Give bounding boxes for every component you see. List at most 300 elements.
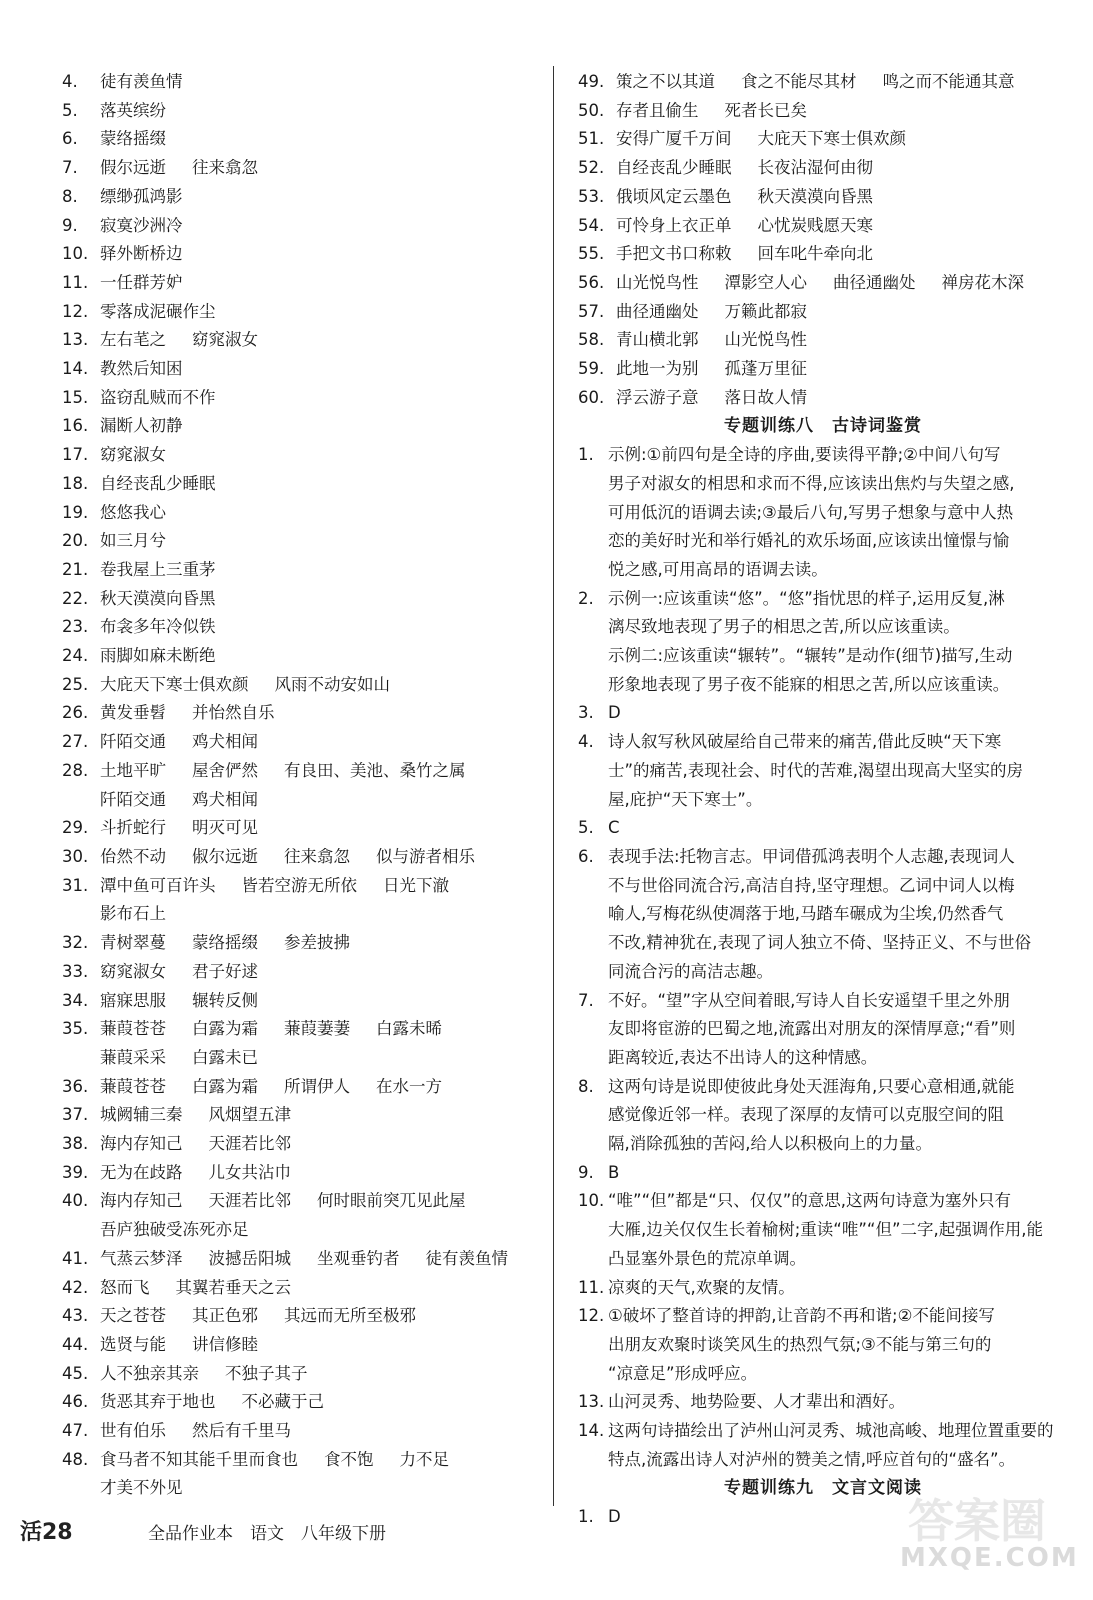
item-number: 33. <box>62 961 89 981</box>
answer-phrase: 俶尔远逝 <box>192 846 258 866</box>
column-divider <box>553 66 554 1506</box>
item-number: 50. <box>578 100 605 120</box>
answer-phrase: 食之不能尽其材 <box>741 72 857 91</box>
answer-phrase: 海内存知己 <box>100 1134 183 1154</box>
item-number: 24. <box>62 646 89 666</box>
item-number: 57. <box>578 301 605 321</box>
answer-phrase: 存者且偷生 <box>616 100 699 120</box>
answer-phrase: 蒹葭萋萋 <box>284 1019 350 1039</box>
answer-line <box>62 1417 542 1446</box>
answer-phrase: 徒有羡鱼情 <box>100 72 183 91</box>
answer-phrase: 零落成泥碾作尘 <box>100 301 216 321</box>
answer-phrase: 风烟望五津 <box>208 1105 291 1125</box>
answer-line <box>578 68 1068 97</box>
answer-line <box>62 298 542 327</box>
item-number: 30. <box>62 846 89 866</box>
answer-phrase: 假尔远逝 <box>100 158 166 178</box>
answer-phrase: 悠悠我心 <box>100 502 166 522</box>
answer-line <box>62 671 542 700</box>
answer-line <box>62 97 542 126</box>
item-number: 1. <box>578 445 594 465</box>
answer-line <box>62 814 542 843</box>
item-number: 42. <box>62 1277 89 1297</box>
answer-phrase: 皆若空游无所依 <box>241 875 357 895</box>
answer-phrase: 所谓伊人 <box>284 1076 350 1096</box>
item-number: 28. <box>62 760 89 780</box>
answer-line <box>578 269 1068 298</box>
answer-phrase: 明灭可见 <box>192 818 258 838</box>
item-number: 10. <box>62 244 89 264</box>
answer-text-line: 漓尽致地表现了男子的相思之苦,所以应该重读。 <box>608 617 960 637</box>
answer-line <box>578 384 1068 413</box>
answer-line <box>62 642 542 671</box>
answer-phrase: 气蒸云梦泽 <box>100 1248 183 1268</box>
answer-line <box>62 68 542 97</box>
answer-item <box>578 1274 1068 1303</box>
answer-phrase: 往来翕忽 <box>192 158 258 178</box>
item-number: 18. <box>62 473 89 493</box>
answer-phrase: 城阙辅三秦 <box>100 1105 183 1125</box>
answer-phrase: 万籁此都寂 <box>724 301 807 321</box>
answer-phrase: 秋天漠漠向昏黑 <box>757 186 873 206</box>
item-number: 21. <box>62 559 89 579</box>
answer-phrase: 食马者不知其能千里而食也 <box>100 1449 298 1469</box>
answer-phrase: 阡陌交通 <box>100 789 166 809</box>
item-number: 49. <box>578 72 605 91</box>
answer-phrase: 辗转反侧 <box>192 990 258 1010</box>
item-number: 8. <box>578 1076 594 1096</box>
answer-text-line: 凉爽的天气,欢聚的友情。 <box>608 1277 795 1297</box>
answer-text-line: 示例一:应该重读“悠”。“悠”指忧思的样子,运用反复,淋 <box>608 588 1005 608</box>
answer-text-line: 可用低沉的语调去读;③最后八句,写男子想象与意中人热 <box>608 502 1014 522</box>
item-number: 40. <box>62 1191 89 1211</box>
answer-phrase: 落英缤纷 <box>100 100 166 120</box>
answer-phrase: 有良田、美池、桑竹之属 <box>284 760 466 780</box>
item-number: 7. <box>62 158 78 178</box>
answer-phrase: 曲径通幽处 <box>616 301 699 321</box>
answer-phrase: 佁然不动 <box>100 846 166 866</box>
item-number: 25. <box>62 674 89 694</box>
item-number: 10. <box>578 1191 605 1211</box>
item-number: 41. <box>62 1248 89 1268</box>
item-number: 55. <box>578 244 605 264</box>
answer-line <box>62 900 542 929</box>
item-number: 16. <box>62 416 89 436</box>
item-number: 60. <box>578 387 605 407</box>
item-number: 14. <box>578 1421 605 1441</box>
answer-phrase: 漏断人初静 <box>100 416 183 436</box>
answer-phrase: 山光悦鸟性 <box>724 330 807 350</box>
item-number: 34. <box>62 990 89 1010</box>
answer-text-line: 屋,庇护“天下寒士”。 <box>608 789 763 809</box>
answer-phrase: 阡陌交通 <box>100 732 166 752</box>
answer-line <box>578 183 1068 212</box>
answer-phrase: 白露为霜 <box>192 1019 258 1039</box>
answer-line <box>62 843 542 872</box>
answer-text-line: 形象地表现了男子夜不能寐的相思之苦,所以应该重读。 <box>608 674 1010 694</box>
item-number: 32. <box>62 933 89 953</box>
answer-phrase: 往来翕忽 <box>284 846 350 866</box>
answer-text-line: B <box>608 1162 620 1182</box>
item-number: 6. <box>578 846 594 866</box>
answer-text-line: 示例二:应该重读“辗转”。“辗转”是动作(细节)描写,生动 <box>608 646 1013 666</box>
answer-line <box>62 556 542 585</box>
answer-phrase: 卷我屋上三重茅 <box>100 559 216 579</box>
answer-line <box>62 987 542 1016</box>
answer-phrase: 白露未已 <box>192 1047 258 1067</box>
answer-phrase: 食不饱 <box>324 1449 374 1469</box>
item-number: 35. <box>62 1019 89 1039</box>
answer-phrase: 君子好逑 <box>192 961 258 981</box>
answer-line <box>62 269 542 298</box>
item-number: 43. <box>62 1306 89 1326</box>
item-number: 52. <box>578 158 605 178</box>
page-number: 活28 <box>20 1520 73 1545</box>
answer-text-line: 大雁,边关仅仅生长着榆树;重读“唯”“但”二字,起强调作用,能 <box>608 1220 1043 1240</box>
answer-phrase: 蒙络摇缀 <box>100 129 166 149</box>
answer-phrase: 大庇天下寒士俱欢颜 <box>757 129 906 149</box>
item-number: 12. <box>578 1306 605 1326</box>
answer-line <box>578 355 1068 384</box>
item-number: 47. <box>62 1421 89 1441</box>
answer-item <box>578 1417 1068 1474</box>
answer-phrase: 坐观垂钓者 <box>317 1248 400 1268</box>
answer-line <box>62 1044 542 1073</box>
answer-phrase: 无为在歧路 <box>100 1162 183 1182</box>
answer-phrase: 寂寞沙洲冷 <box>100 215 183 235</box>
answer-text-line: 士”的痛苦,表现社会、时代的苦难,渴望出现高大坚实的房 <box>608 760 1024 780</box>
answer-text-line: 距离较近,表达不出诗人的这种情感。 <box>608 1047 878 1067</box>
item-number: 4. <box>578 732 594 752</box>
answer-item <box>578 1388 1068 1417</box>
answer-text-line: 不与世俗同流合污,高洁自持,坚守理想。乙词中词人以梅 <box>608 875 1015 895</box>
item-number: 8. <box>62 186 78 206</box>
item-number: 56. <box>578 272 605 292</box>
answer-line <box>62 786 542 815</box>
answer-phrase: 黄发垂髫 <box>100 703 166 723</box>
answer-text-line: 出朋友欢聚时谈笑风生的热烈气氛;③不能与第三句的 <box>608 1334 992 1354</box>
item-number: 26. <box>62 703 89 723</box>
answer-line <box>578 154 1068 183</box>
watermark-logo: 答案圈 <box>908 1494 1046 1548</box>
answer-phrase: 风雨不动安如山 <box>274 674 390 694</box>
answer-phrase: 一任群芳妒 <box>100 272 183 292</box>
answer-phrase: 青树翠蔓 <box>100 933 166 953</box>
answer-phrase: 手把文书口称敕 <box>616 244 732 264</box>
answer-phrase: 布衾多年冷似铁 <box>100 617 216 637</box>
item-number: 20. <box>62 531 89 551</box>
item-number: 7. <box>578 990 594 1010</box>
answer-phrase: 世有伯乐 <box>100 1421 166 1441</box>
item-number: 59. <box>578 359 605 379</box>
answer-text-line: C <box>608 818 620 838</box>
answer-phrase: 白露未晞 <box>376 1019 442 1039</box>
answer-line <box>62 527 542 556</box>
answer-line <box>578 298 1068 327</box>
item-number: 15. <box>62 387 89 407</box>
answer-text-line: D <box>608 1507 621 1527</box>
answer-line <box>62 1474 542 1503</box>
item-number: 46. <box>62 1392 89 1412</box>
answer-text-line: 不好。“望”字从空间着眼,写诗人自长安遥望千里之外朋 <box>608 990 1010 1010</box>
answer-line <box>62 355 542 384</box>
answer-phrase: 如三月兮 <box>100 531 166 551</box>
answer-phrase: 落日故人情 <box>724 387 807 407</box>
answer-text-line: D <box>608 703 621 723</box>
answer-line <box>62 441 542 470</box>
item-number: 36. <box>62 1076 89 1096</box>
answer-phrase: 此地一为别 <box>616 359 699 379</box>
answer-phrase: 鸣之而不能通其意 <box>882 72 1015 91</box>
item-number: 37. <box>62 1105 89 1125</box>
answer-phrase: 回车叱牛牵向北 <box>757 244 873 264</box>
answer-phrase: 怒而飞 <box>100 1277 150 1297</box>
answer-line <box>62 585 542 614</box>
answer-phrase: 大庇天下寒士俱欢颜 <box>100 674 249 694</box>
item-number: 53. <box>578 186 605 206</box>
answer-text-line: 喻人,写梅花纵使凋落于地,马踏车碾成为尘埃,仍然香气 <box>608 904 1004 924</box>
item-number: 4. <box>62 72 78 91</box>
answer-phrase: 才美不外见 <box>100 1478 183 1498</box>
answer-phrase: 潭中鱼可百许头 <box>100 875 216 895</box>
section-title-8: 专题训练八 古诗词鉴赏 <box>724 416 922 437</box>
answer-phrase: 日光下澈 <box>383 875 449 895</box>
answer-item <box>578 1187 1068 1273</box>
answer-line <box>578 97 1068 126</box>
answer-phrase: 其翼若垂天之云 <box>175 1277 291 1297</box>
item-number: 9. <box>578 1162 594 1182</box>
item-number: 11. <box>578 1277 605 1297</box>
answer-item <box>578 814 1068 843</box>
answer-phrase: 孤蓬万里征 <box>724 359 807 379</box>
item-number: 23. <box>62 617 89 637</box>
answer-phrase: 吾庐独破受冻死亦足 <box>100 1220 249 1240</box>
answer-phrase: 秋天漠漠向昏黑 <box>100 588 216 608</box>
answer-item <box>578 1159 1068 1188</box>
answer-phrase: 不必藏于己 <box>241 1392 324 1412</box>
answer-item <box>578 585 1068 700</box>
item-number: 48. <box>62 1449 89 1469</box>
answer-line <box>578 326 1068 355</box>
answer-phrase: 寤寐思服 <box>100 990 166 1010</box>
item-number: 6. <box>62 129 78 149</box>
answer-phrase: 窈窕淑女 <box>100 445 166 465</box>
item-number: 19. <box>62 502 89 522</box>
answer-phrase: 徒有羡鱼情 <box>425 1248 508 1268</box>
item-number: 1. <box>578 1507 594 1527</box>
answer-line <box>62 384 542 413</box>
answer-text-line: 不改,精神犹在,表现了词人独立不倚、坚持正义、不与世俗 <box>608 933 1031 953</box>
answer-line <box>62 470 542 499</box>
answer-line <box>62 929 542 958</box>
answer-phrase: 自经丧乱少睡眠 <box>616 158 732 178</box>
answer-phrase: 讲信修睦 <box>192 1334 258 1354</box>
answer-phrase: 窈窕淑女 <box>192 330 258 350</box>
answer-line <box>62 1331 542 1360</box>
answer-text-line: “唯”“但”都是“只、仅仅”的意思,这两句诗意为塞外只有 <box>608 1191 1012 1211</box>
answer-line <box>62 1073 542 1102</box>
section-title-9: 专题训练九 文言文阅读 <box>724 1478 922 1499</box>
answer-phrase: 鸡犬相闻 <box>192 732 258 752</box>
answer-phrase: 似与游者相乐 <box>376 846 475 866</box>
answer-text-line: 诗人叙写秋风破屋给自己带来的痛苦,借此反映“天下寒 <box>608 732 1002 752</box>
item-number: 3. <box>578 703 594 723</box>
answer-line <box>578 125 1068 154</box>
answer-phrase: 白露为霜 <box>192 1076 258 1096</box>
item-number: 39. <box>62 1162 89 1182</box>
answer-text-line: 隔,消除孤独的苦闷,给人以积极向上的力量。 <box>608 1134 932 1154</box>
answer-phrase: 鸡犬相闻 <box>192 789 258 809</box>
answer-phrase: 蒹葭采采 <box>100 1047 166 1067</box>
answer-line <box>62 125 542 154</box>
answer-line <box>62 1360 542 1389</box>
answer-item <box>578 699 1068 728</box>
answer-line <box>62 757 542 786</box>
watermark-text: MXQE.COM <box>900 1543 1079 1573</box>
answer-phrase: 不独子其子 <box>225 1363 308 1383</box>
answer-line <box>62 240 542 269</box>
answer-list-49-60 <box>578 68 1068 412</box>
answer-phrase: 心忧炭贱愿天寒 <box>757 215 873 235</box>
answer-phrase: 俄顷风定云墨色 <box>616 186 732 206</box>
answer-line <box>62 412 542 441</box>
answer-line <box>62 1159 542 1188</box>
answer-line <box>62 1216 542 1245</box>
answer-phrase: 缥缈孤鸿影 <box>100 186 183 206</box>
answer-line <box>62 499 542 528</box>
answer-text-line: 表现手法:托物言志。甲词借孤鸿表明个人志趣,表现词人 <box>608 846 1015 866</box>
answer-line <box>578 212 1068 241</box>
answer-phrase: 安得广厦千万间 <box>616 129 732 149</box>
answer-phrase: 何时眼前突兀见此屋 <box>317 1191 466 1211</box>
answer-line <box>62 1187 542 1216</box>
answer-phrase: 天涯若比邻 <box>208 1191 291 1211</box>
answer-phrase: 可怜身上衣正单 <box>616 215 732 235</box>
answer-line <box>62 958 542 987</box>
item-number: 17. <box>62 445 89 465</box>
answer-phrase: 浮云游子意 <box>616 387 699 407</box>
answer-phrase: 雨脚如麻未断绝 <box>100 646 216 666</box>
answer-line <box>62 212 542 241</box>
answer-item <box>578 728 1068 814</box>
item-number: 14. <box>62 359 89 379</box>
book-title: 全品作业本 语文 八年级下册 <box>148 1524 386 1544</box>
answer-line <box>62 1302 542 1331</box>
answer-phrase: 然后有千里马 <box>192 1421 291 1441</box>
answer-text-line: 这两句诗是说即使彼此身处天涯海角,只要心意相通,就能 <box>608 1076 1015 1096</box>
answer-phrase: 蒹葭苍苍 <box>100 1019 166 1039</box>
answer-text-line: 山河灵秀、地势险要、人才辈出和酒好。 <box>608 1392 905 1412</box>
answer-phrase: 斗折蛇行 <box>100 818 166 838</box>
watermark <box>900 1485 1080 1595</box>
answer-phrase: 青山横北郭 <box>616 330 699 350</box>
item-number: 5. <box>578 818 594 838</box>
item-number: 13. <box>578 1392 605 1412</box>
item-number: 29. <box>62 818 89 838</box>
answer-phrase: 驿外断桥边 <box>100 244 183 264</box>
item-number: 13. <box>62 330 89 350</box>
answer-line <box>62 1446 542 1475</box>
answer-line <box>62 699 542 728</box>
answer-phrase: 曲径通幽处 <box>833 272 916 292</box>
answer-phrase: 策之不以其道 <box>616 72 715 91</box>
answer-text-line: 悦之感,可用高昂的语调去读。 <box>608 559 828 579</box>
item-number: 12. <box>62 301 89 321</box>
answer-phrase: 蒹葭苍苍 <box>100 1076 166 1096</box>
item-number: 22. <box>62 588 89 608</box>
item-number: 5. <box>62 100 78 120</box>
answer-text-line: 友即将宦游的巴蜀之地,流露出对朋友的深情厚意;“看”则 <box>608 1019 1016 1039</box>
answer-phrase: 在水一方 <box>376 1076 442 1096</box>
answer-phrase: 儿女共沾巾 <box>208 1162 291 1182</box>
answer-phrase: 蒙络摇缀 <box>192 933 258 953</box>
answer-phrase: 死者长已矣 <box>724 100 807 120</box>
answer-phrase: 人不独亲其亲 <box>100 1363 199 1383</box>
answer-text-line: 凸显塞外景色的荒凉单调。 <box>608 1248 806 1268</box>
answer-line <box>62 613 542 642</box>
answer-text-line: 感觉像近邻一样。表现了深厚的友情可以克服空间的阻 <box>608 1105 1004 1125</box>
answer-phrase: 禅房花木深 <box>941 272 1024 292</box>
answer-phrase: 窈窕淑女 <box>100 961 166 981</box>
answer-phrase: 货恶其弃于地也 <box>100 1392 216 1412</box>
answer-item <box>578 441 1068 585</box>
item-number: 2. <box>578 588 594 608</box>
answer-item <box>578 1073 1068 1159</box>
answer-line <box>62 1015 542 1044</box>
answer-phrase: 其远而无所至极邪 <box>284 1306 416 1326</box>
answer-phrase: 其正色邪 <box>192 1306 258 1326</box>
answer-phrase: 山光悦鸟性 <box>616 272 699 292</box>
section-8-answers <box>578 441 1068 1474</box>
answer-item <box>578 1302 1068 1388</box>
answer-phrase: 教然后知困 <box>100 359 183 379</box>
answer-phrase: 波撼岳阳城 <box>208 1248 291 1268</box>
answer-line <box>62 1245 542 1274</box>
answer-phrase: 参差披拂 <box>284 933 350 953</box>
item-number: 9. <box>62 215 78 235</box>
answer-text-line: 男子对淑女的相思和求而不得,应该读出焦灼与失望之感, <box>608 473 1015 493</box>
answer-phrase: 并怡然自乐 <box>192 703 275 723</box>
answer-phrase: 盗窃乱贼而不作 <box>100 387 216 407</box>
right-column <box>578 68 1068 1532</box>
answer-phrase: 长夜沾湿何由彻 <box>757 158 873 178</box>
answer-text-line: 恋的美好时光和举行婚礼的欢乐场面,应该读出憧憬与愉 <box>608 531 1010 551</box>
answer-line <box>62 1101 542 1130</box>
item-number: 51. <box>578 129 605 149</box>
answer-line <box>62 326 542 355</box>
answer-line <box>62 872 542 901</box>
item-number: 58. <box>578 330 605 350</box>
answer-text-line: 特点,流露出诗人对泸州的赞美之情,呼应首句的“盛名”。 <box>608 1449 1016 1469</box>
answer-phrase: 自经丧乱少睡眠 <box>100 473 216 493</box>
answer-text-line: “凉意足”形成呼应。 <box>608 1363 758 1383</box>
item-number: 54. <box>578 215 605 235</box>
answer-line <box>62 728 542 757</box>
answer-item <box>578 843 1068 987</box>
answer-phrase: 力不足 <box>399 1449 449 1469</box>
item-number: 27. <box>62 732 89 752</box>
item-number: 11. <box>62 272 89 292</box>
item-number: 31. <box>62 875 89 895</box>
answer-text-line: 同流合污的高洁志趣。 <box>608 961 773 981</box>
answer-line <box>62 183 542 212</box>
answer-phrase: 土地平旷 <box>100 760 166 780</box>
item-number: 45. <box>62 1363 89 1383</box>
answer-phrase: 天涯若比邻 <box>208 1134 291 1154</box>
answer-phrase: 海内存知己 <box>100 1191 183 1211</box>
answer-text-line: ①破坏了整首诗的押韵,让音韵不再和谐;②不能间接写 <box>608 1306 995 1326</box>
answer-text-line: 这两句诗描绘出了泸州山河灵秀、城池高峻、地理位置重要的 <box>608 1421 1054 1441</box>
